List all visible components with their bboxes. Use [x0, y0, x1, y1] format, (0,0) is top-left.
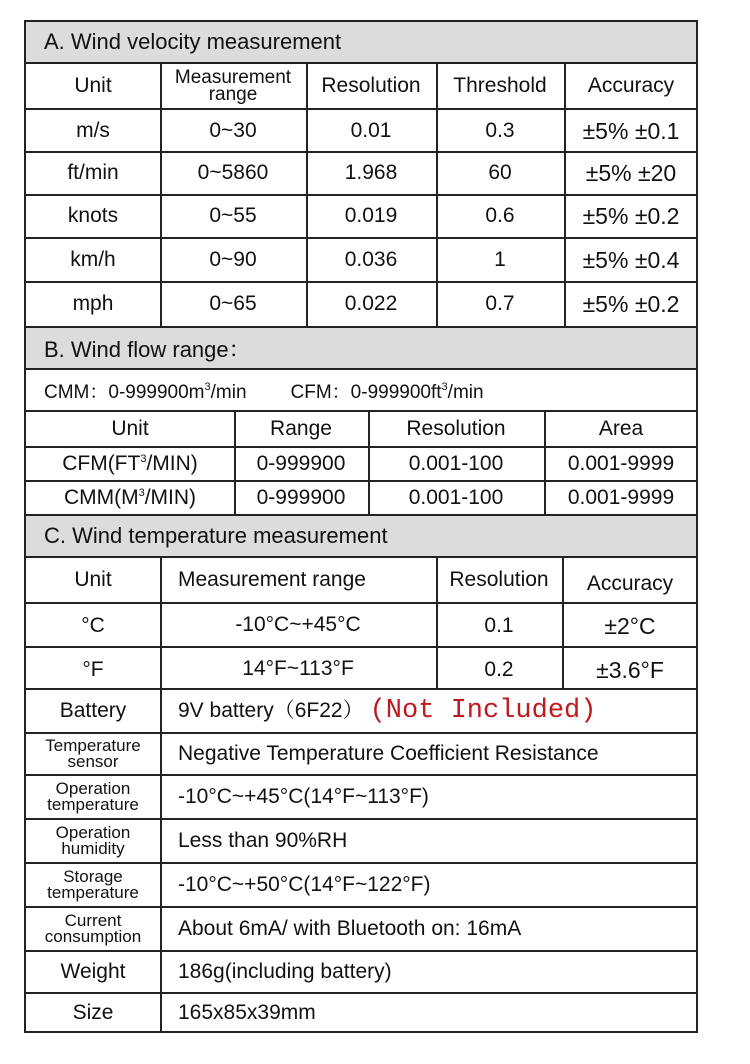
b-header-unit: Unit: [111, 416, 149, 440]
sensor-label: Temperature sensor: [45, 736, 141, 771]
battery-value: 9V battery（6F22） (Not Included): [178, 695, 597, 726]
c-header-resolution: Resolution: [449, 567, 549, 591]
a-threshold: 60: [488, 160, 512, 184]
cmm-range: CMM：$0-999900m^3/\min$: [44, 380, 247, 403]
c-header-range: Measurement range: [178, 567, 366, 591]
operation-humidity-label: Operation humidity: [55, 823, 131, 858]
c-accuracy: ±3.6°F: [596, 656, 664, 683]
section-a-header: [26, 22, 696, 64]
operation-temperature-value: -10°C~+45°C(14°F~113°F): [178, 784, 429, 808]
a-header-resolution: Resolution: [321, 73, 421, 97]
operation-humidity-value: Less than 90%RH: [178, 828, 348, 852]
a-header-unit: Unit: [74, 73, 112, 97]
a-range: 0~90: [209, 247, 257, 271]
section-c-header: [26, 514, 696, 558]
c-accuracy: ±2°C: [604, 612, 656, 639]
c-header-accuracy: Accuracy: [586, 571, 674, 595]
c-range: -10°C~+45°C: [235, 612, 361, 636]
a-accuracy: ±5% ±0.4: [582, 246, 680, 273]
a-accuracy: ±5% ±0.1: [582, 117, 680, 144]
size-value: 165x85x39mm: [178, 1000, 316, 1024]
b-resolution: 0.001-100: [408, 451, 504, 475]
a-threshold: 0.3: [485, 118, 515, 142]
a-accuracy: ±5% ±0.2: [582, 290, 680, 317]
b-header-area: Area: [598, 416, 644, 440]
a-threshold: 0.7: [485, 291, 515, 315]
weight-value: 186g(including battery): [178, 959, 392, 983]
section-b-title: B. Wind flow range：: [44, 336, 251, 362]
a-unit: mph: [72, 291, 114, 315]
a-header-threshold: Threshold: [453, 73, 547, 97]
spec-sheet: [24, 20, 698, 1033]
a-unit: ft/min: [67, 160, 119, 184]
c-resolution: 0.2: [484, 657, 514, 681]
storage-temperature-value: -10°C~+50°C(14°F~122°F): [178, 872, 431, 896]
section-c-title: C. Wind temperature measurement: [44, 523, 388, 548]
section-a-title: A. Wind velocity measurement: [44, 29, 342, 54]
sensor-value: Negative Temperature Coefficient Resistance: [178, 741, 599, 765]
a-range: 0~5860: [197, 160, 269, 184]
c-resolution: 0.1: [484, 613, 514, 637]
c-unit: °C: [81, 613, 105, 637]
a-range: 0~55: [209, 203, 257, 227]
a-resolution: 0.036: [344, 247, 398, 271]
current-consumption-value: About 6mA/ with Bluetooth on: 16mA: [178, 916, 522, 940]
b-unit: $CMM(M^3/MIN)$: [63, 485, 197, 509]
a-range: 0~30: [209, 118, 257, 142]
storage-temperature-label: Storage temperature: [47, 867, 139, 902]
a-threshold: 1: [494, 247, 506, 271]
b-header-resolution: Resolution: [406, 416, 506, 440]
a-resolution: 0.01: [350, 118, 392, 142]
b-range: 0-999900: [256, 451, 346, 475]
a-header-accuracy: Accuracy: [587, 73, 675, 97]
a-header-range: Measurement range: [174, 66, 292, 105]
cfm-range: CFM：$0-999900ft^3/\min$: [290, 380, 484, 403]
a-range: 0~65: [209, 291, 257, 315]
a-unit: knots: [67, 203, 119, 227]
flow-range-summary: [26, 370, 696, 410]
c-range: 14°F~113°F: [242, 656, 354, 680]
a-resolution: 0.019: [344, 203, 398, 227]
current-consumption-label: Current consumption: [44, 911, 142, 946]
b-area: 0.001-9999: [567, 485, 675, 509]
b-area: 0.001-9999: [567, 451, 675, 475]
a-resolution: 0.022: [344, 291, 398, 315]
b-range: 0-999900: [256, 485, 346, 509]
a-threshold: 0.6: [485, 203, 515, 227]
c-unit: °F: [82, 657, 104, 681]
size-label: Size: [72, 1000, 114, 1024]
battery-note: (Not Included): [369, 695, 597, 726]
a-unit: m/s: [76, 118, 110, 142]
b-resolution: 0.001-100: [408, 485, 504, 509]
operation-temperature-label: Operation temperature: [47, 779, 139, 814]
b-unit: $CFM(FT^3/MIN)$: [62, 451, 198, 475]
battery-label: Battery: [59, 698, 127, 722]
c-header-unit: Unit: [74, 567, 112, 591]
a-resolution: 1.968: [344, 160, 398, 184]
weight-label: Weight: [60, 959, 126, 983]
a-accuracy: ±5% ±0.2: [582, 202, 680, 229]
b-header-range: Range: [270, 416, 332, 440]
section-b-header: [26, 326, 696, 370]
a-unit: km/h: [70, 247, 116, 271]
a-accuracy: ±5% ±20: [585, 159, 677, 186]
